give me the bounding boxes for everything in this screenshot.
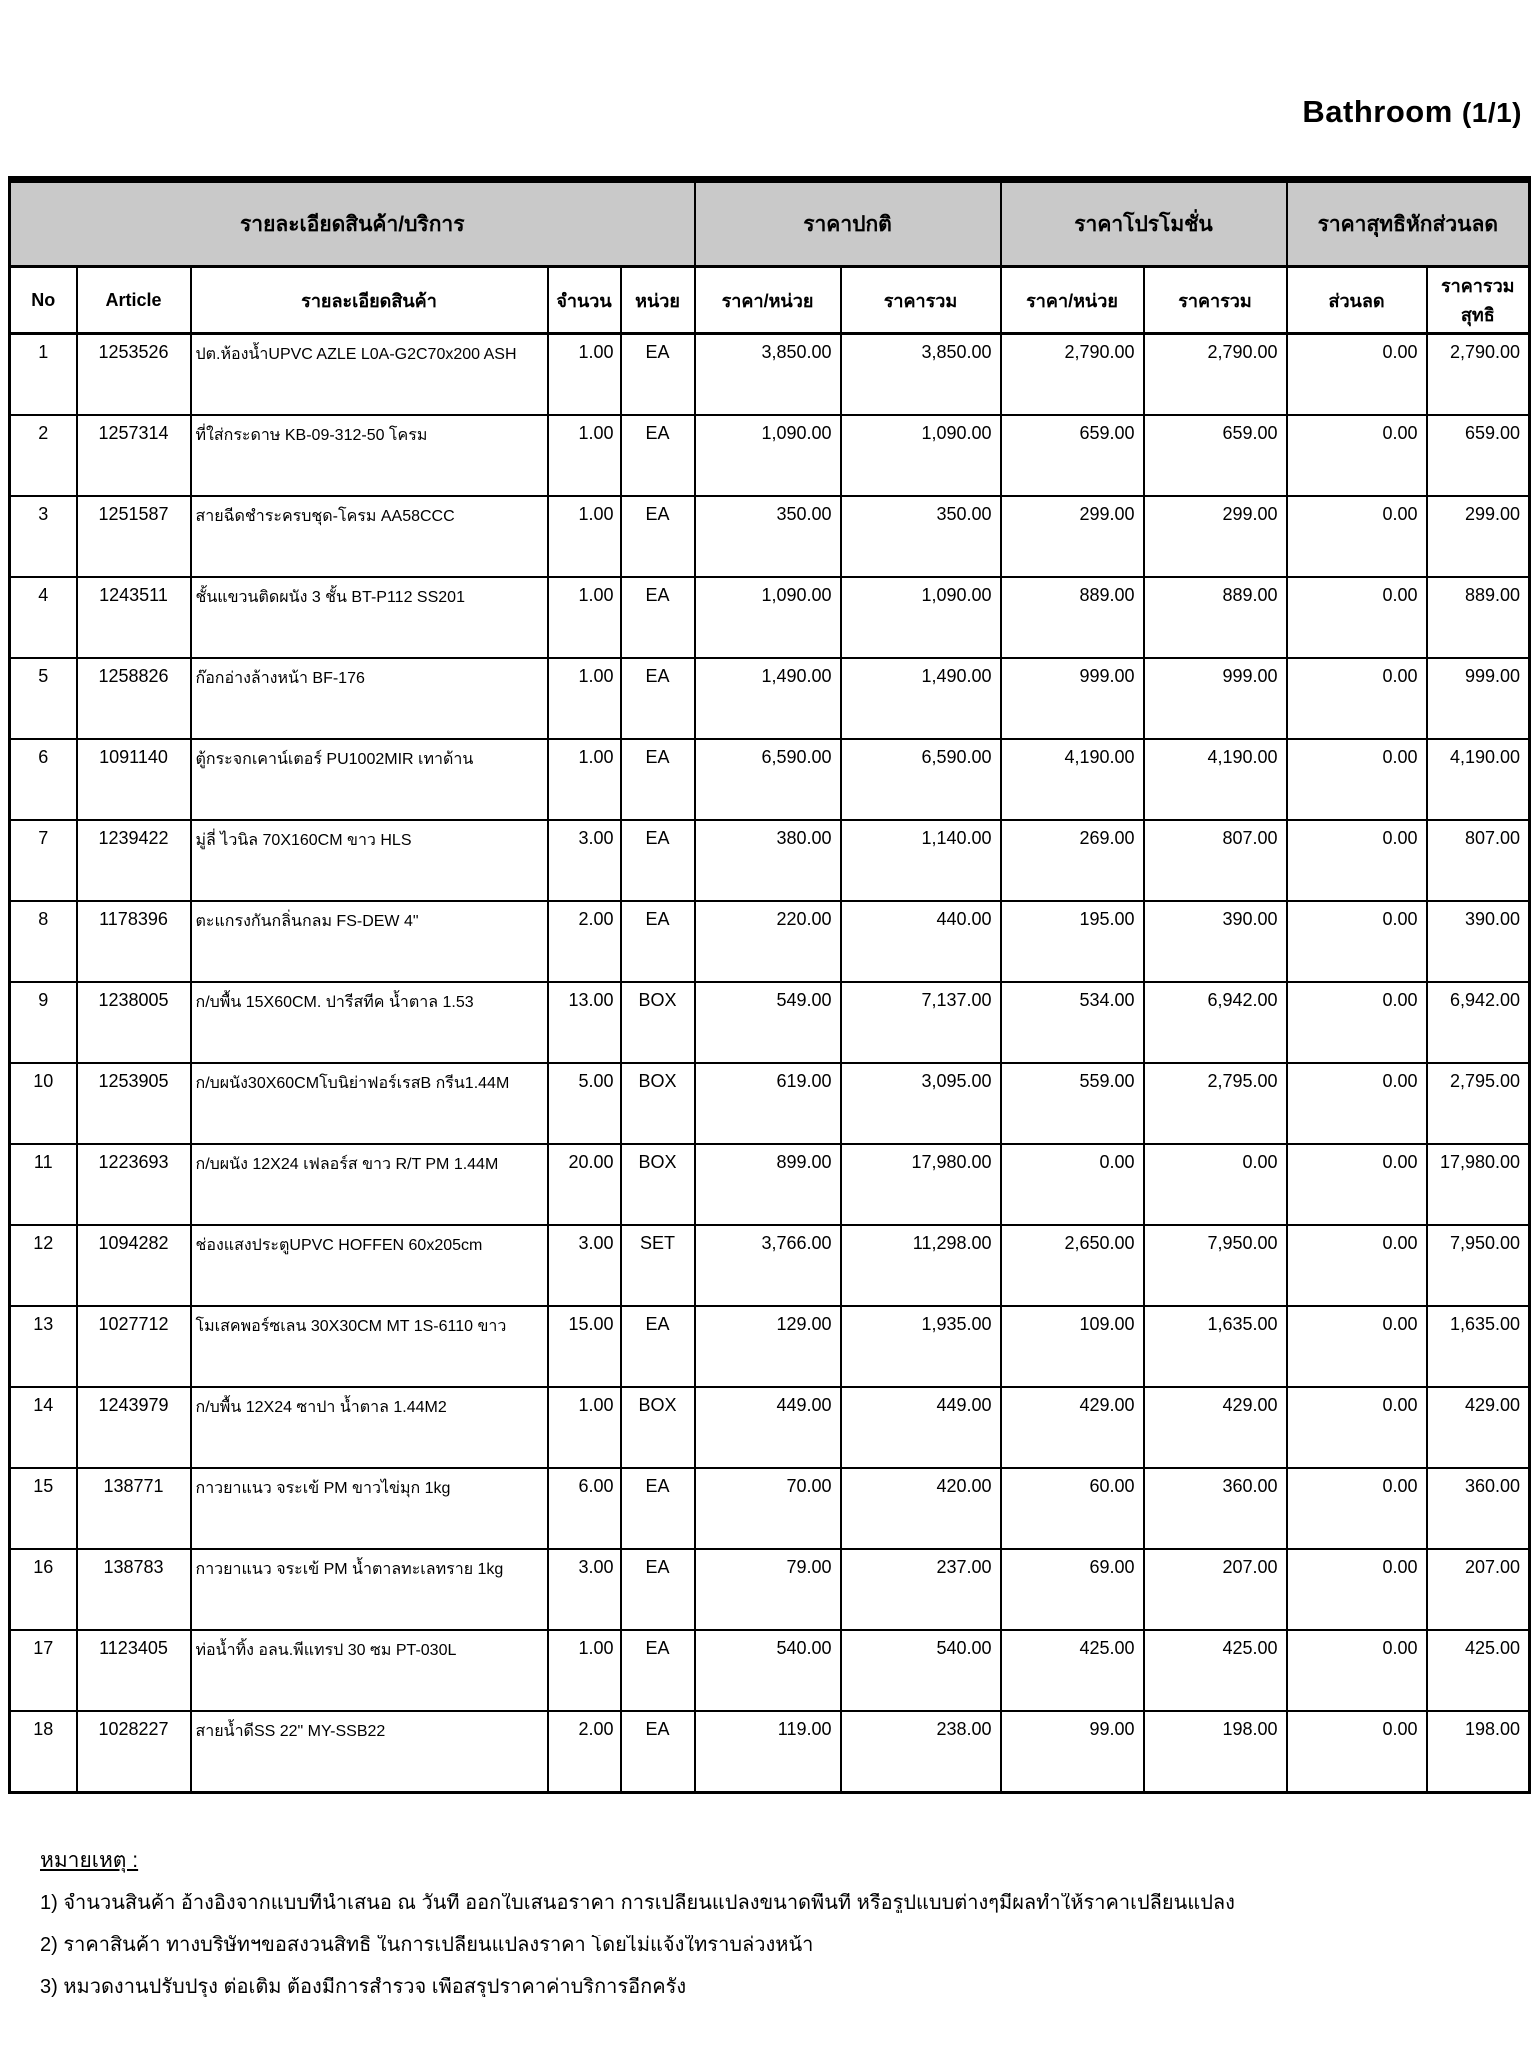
table-cell: ก๊อกอ่างล้างหน้า BF-176	[191, 658, 548, 739]
table-cell: 0.00	[1287, 901, 1427, 982]
table-cell: 299.00	[1427, 496, 1530, 577]
table-cell: 0.00	[1144, 1144, 1287, 1225]
table-cell: กาวยาแนว จระเข้ PM น้ำตาลทะเลทราย 1kg	[191, 1549, 548, 1630]
table-cell: 17	[10, 1630, 77, 1711]
table-cell: EA	[621, 1630, 695, 1711]
table-cell: 6	[10, 739, 77, 820]
table-cell: 70.00	[695, 1468, 841, 1549]
table-cell: 10	[10, 1063, 77, 1144]
table-cell: 425.00	[1144, 1630, 1287, 1711]
column-header-unit-price-normal: ราคา/หน่วย	[695, 267, 841, 334]
table-cell: 350.00	[695, 496, 841, 577]
table-cell: 0.00	[1287, 1387, 1427, 1468]
table-cell: 360.00	[1427, 1468, 1530, 1549]
table-cell: 999.00	[1427, 658, 1530, 739]
table-cell: 13.00	[548, 982, 621, 1063]
table-cell: 12	[10, 1225, 77, 1306]
table-cell: 0.00	[1287, 1630, 1427, 1711]
table-cell: 6,942.00	[1144, 982, 1287, 1063]
table-cell: 2.00	[548, 901, 621, 982]
table-cell: 3.00	[548, 820, 621, 901]
table-cell: 69.00	[1001, 1549, 1144, 1630]
table-cell: 534.00	[1001, 982, 1144, 1063]
column-header-no: No	[10, 267, 77, 334]
table-cell: 4,190.00	[1144, 739, 1287, 820]
table-cell: EA	[621, 820, 695, 901]
table-cell: 3.00	[548, 1225, 621, 1306]
table-cell: 2,790.00	[1427, 334, 1530, 416]
table-cell: 138783	[77, 1549, 191, 1630]
table-cell: ก/บผนัง 12X24 เฟลอร์ส ขาว R/T PM 1.44M	[191, 1144, 548, 1225]
table-cell: 0.00	[1287, 1063, 1427, 1144]
table-cell: 60.00	[1001, 1468, 1144, 1549]
table-cell: EA	[621, 1711, 695, 1793]
table-cell: 4,190.00	[1001, 739, 1144, 820]
table-cell: 0.00	[1287, 1225, 1427, 1306]
column-header-total-normal: ราคารวม	[841, 267, 1001, 334]
table-cell: 350.00	[841, 496, 1001, 577]
table-cell: ก/บพื้น 12X24 ซาปา น้ำตาล 1.44M2	[191, 1387, 548, 1468]
table-cell: 1,635.00	[1144, 1306, 1287, 1387]
table-cell: 16	[10, 1549, 77, 1630]
table-cell: ก/บผนัง30X60CMโบนิย่าฟอร์เรสB กรีน1.44M	[191, 1063, 548, 1144]
table-cell: 1028227	[77, 1711, 191, 1793]
table-cell: 18	[10, 1711, 77, 1793]
table-cell: 540.00	[841, 1630, 1001, 1711]
table-cell: 380.00	[695, 820, 841, 901]
table-cell: BOX	[621, 982, 695, 1063]
table-cell: 429.00	[1427, 1387, 1530, 1468]
table-cell: 1	[10, 334, 77, 416]
group-header-net-price: ราคาสุทธิหักส่วนลด	[1287, 180, 1530, 267]
table-cell: EA	[621, 415, 695, 496]
table-cell: 889.00	[1427, 577, 1530, 658]
table-cell: 1,490.00	[695, 658, 841, 739]
table-cell: 5	[10, 658, 77, 739]
table-cell: 429.00	[1144, 1387, 1287, 1468]
table-cell: ที่ใส่กระดาษ KB-09-312-50 โครม	[191, 415, 548, 496]
table-cell: ปต.ห้องน้ำUPVC AZLE L0A-G2C70x200 ASH	[191, 334, 548, 416]
table-cell: 1.00	[548, 334, 621, 416]
table-cell: 999.00	[1001, 658, 1144, 739]
table-cell: 269.00	[1001, 820, 1144, 901]
group-header-product-details: รายละเอียดสินค้า/บริการ	[10, 180, 695, 267]
page-title-text: Bathroom	[1302, 94, 1453, 129]
table-cell: 9	[10, 982, 77, 1063]
table-cell: 1258826	[77, 658, 191, 739]
page-indicator: (1/1)	[1461, 97, 1522, 128]
table-cell: 549.00	[695, 982, 841, 1063]
table-cell: 8	[10, 901, 77, 982]
table-cell: ตะแกรงกันกลิ่นกลม FS-DEW 4"	[191, 901, 548, 982]
table-cell: 13	[10, 1306, 77, 1387]
table-cell: 1.00	[548, 739, 621, 820]
table-cell: SET	[621, 1225, 695, 1306]
column-header-discount: ส่วนลด	[1287, 267, 1427, 334]
table-cell: 3,766.00	[695, 1225, 841, 1306]
table-cell: 3	[10, 496, 77, 577]
table-cell: 207.00	[1427, 1549, 1530, 1630]
group-header-promo-price: ราคาโปรโมชั่น	[1001, 180, 1287, 267]
table-row	[10, 1144, 1530, 1225]
table-cell: EA	[621, 577, 695, 658]
table-cell: 0.00	[1287, 577, 1427, 658]
table-cell: 109.00	[1001, 1306, 1144, 1387]
table-cell: 425.00	[1001, 1630, 1144, 1711]
table-cell: ชั้นแขวนติดผนัง 3 ชั้น BT-P112 SS201	[191, 577, 548, 658]
table-cell: 1,090.00	[841, 577, 1001, 658]
table-cell: 0.00	[1001, 1144, 1144, 1225]
table-cell: 0.00	[1287, 820, 1427, 901]
table-row	[10, 901, 1530, 982]
table-cell: ก/บพื้น 15X60CM. ปารีสทีค น้ำตาล 1.53	[191, 982, 548, 1063]
column-header-total-promo: ราคารวม	[1144, 267, 1287, 334]
table-cell: EA	[621, 739, 695, 820]
column-header-net-total: ราคารวมสุทธิ	[1427, 267, 1530, 334]
table-row	[10, 415, 1530, 496]
table-cell: 7,950.00	[1427, 1225, 1530, 1306]
table-cell: 17,980.00	[841, 1144, 1001, 1225]
table-cell: 4,190.00	[1427, 739, 1530, 820]
table-cell: 3.00	[548, 1549, 621, 1630]
table-cell: 1094282	[77, 1225, 191, 1306]
table-cell: 17,980.00	[1427, 1144, 1530, 1225]
table-cell: 15	[10, 1468, 77, 1549]
table-cell: 1,090.00	[695, 415, 841, 496]
table-cell: สายน้ำดีSS 22" MY-SSB22	[191, 1711, 548, 1793]
table-row	[10, 1063, 1530, 1144]
table-cell: 1,635.00	[1427, 1306, 1530, 1387]
table-cell: 999.00	[1144, 658, 1287, 739]
table-cell: 2,790.00	[1144, 334, 1287, 416]
table-cell: EA	[621, 1468, 695, 1549]
table-cell: มู่ลี่ ไวนิล 70X160CM ขาว HLS	[191, 820, 548, 901]
table-cell: 237.00	[841, 1549, 1001, 1630]
table-cell: 299.00	[1001, 496, 1144, 577]
table-cell: 0.00	[1287, 982, 1427, 1063]
table-cell: 138771	[77, 1468, 191, 1549]
table-body	[10, 334, 1530, 1793]
table-cell: 619.00	[695, 1063, 841, 1144]
table-cell: 220.00	[695, 901, 841, 982]
table-cell: 659.00	[1144, 415, 1287, 496]
table-cell: 7,137.00	[841, 982, 1001, 1063]
table-row	[10, 1387, 1530, 1468]
table-cell: BOX	[621, 1144, 695, 1225]
table-cell: โมเสคพอร์ซเลน 30X30CM MT 1S-6110 ขาว	[191, 1306, 548, 1387]
table-cell: 15.00	[548, 1306, 621, 1387]
table-cell: 0.00	[1287, 1144, 1427, 1225]
column-header-row	[10, 267, 1530, 334]
table-cell: 0.00	[1287, 1306, 1427, 1387]
table-cell: 0.00	[1287, 1468, 1427, 1549]
table-cell: 238.00	[841, 1711, 1001, 1793]
table-cell: 6,942.00	[1427, 982, 1530, 1063]
table-cell: EA	[621, 658, 695, 739]
table-cell: 4	[10, 577, 77, 658]
table-row	[10, 577, 1530, 658]
page-title	[1302, 94, 1522, 130]
table-cell: 1257314	[77, 415, 191, 496]
table-cell: 390.00	[1427, 901, 1530, 982]
table-cell: 0.00	[1287, 415, 1427, 496]
table-cell: ตู้กระจกเคาน์เตอร์ PU1002MIR เทาด้าน	[191, 739, 548, 820]
table-cell: 659.00	[1427, 415, 1530, 496]
table-cell: 0.00	[1287, 496, 1427, 577]
table-cell: 79.00	[695, 1549, 841, 1630]
table-cell: 0.00	[1287, 1549, 1427, 1630]
table-cell: EA	[621, 901, 695, 982]
table-cell: 440.00	[841, 901, 1001, 982]
table-cell: 11	[10, 1144, 77, 1225]
table-cell: 1,140.00	[841, 820, 1001, 901]
table-cell: 7,950.00	[1144, 1225, 1287, 1306]
table-cell: 198.00	[1144, 1711, 1287, 1793]
column-header-article: Article	[77, 267, 191, 334]
table-cell: 129.00	[695, 1306, 841, 1387]
column-header-quantity: จำนวน	[548, 267, 621, 334]
table-cell: กาวยาแนว จระเข้ PM ขาวไข่มุก 1kg	[191, 1468, 548, 1549]
note-line: 3) หมวดงานปรับปรุง ต่อเติม ต้องมีการสำรวจ เพื่อสรุปราคาค่าบริการอีกครั้ง	[40, 1977, 687, 1997]
table-cell: 807.00	[1144, 820, 1287, 901]
table-cell: 1.00	[548, 658, 621, 739]
table-cell: 0.00	[1287, 334, 1427, 416]
table-cell: 1,090.00	[841, 415, 1001, 496]
table-cell: EA	[621, 334, 695, 416]
table-cell: BOX	[621, 1063, 695, 1144]
table-cell: 449.00	[695, 1387, 841, 1468]
table-cell: 807.00	[1427, 820, 1530, 901]
table-cell: 3,850.00	[841, 334, 1001, 416]
table-cell: EA	[621, 496, 695, 577]
table-row	[10, 1630, 1530, 1711]
table-cell: 1.00	[548, 1630, 621, 1711]
table-cell: 1,090.00	[695, 577, 841, 658]
table-row	[10, 334, 1530, 416]
table-cell: 429.00	[1001, 1387, 1144, 1468]
note-line: 1) จำนวนสินค้า อ้างอิงจากแบบที่นำเสนอ ณ วันที่ ออกใบเสนอราคา การเปลี่ยนแปลงขนาดพื้นที่ หรือรูปแบบต่างๆมีผลทำให้ราคาเปลี่ยนแปลง	[40, 1893, 1235, 1913]
table-cell: 1239422	[77, 820, 191, 901]
table-cell: 1253905	[77, 1063, 191, 1144]
table-row	[10, 1711, 1530, 1793]
table-cell: 899.00	[695, 1144, 841, 1225]
table-cell: 119.00	[695, 1711, 841, 1793]
table-cell: 1091140	[77, 739, 191, 820]
table-cell: สายฉีดชำระครบชุด-โครม AA58CCC	[191, 496, 548, 577]
table-cell: 1.00	[548, 496, 621, 577]
column-header-unit-price-promo: ราคา/หน่วย	[1001, 267, 1144, 334]
table-cell: 390.00	[1144, 901, 1287, 982]
table-row	[10, 496, 1530, 577]
table-cell: 6.00	[548, 1468, 621, 1549]
table-cell: 299.00	[1144, 496, 1287, 577]
table-cell: 425.00	[1427, 1630, 1530, 1711]
table-cell: 559.00	[1001, 1063, 1144, 1144]
group-header-normal-price: ราคาปกติ	[695, 180, 1001, 267]
table-row	[10, 739, 1530, 820]
table-cell: BOX	[621, 1387, 695, 1468]
notes-section	[40, 1850, 1500, 2019]
table-cell: 1238005	[77, 982, 191, 1063]
note-line: 2) ราคาสินค้า ทางบริษัทฯขอสงวนสิทธิ์ ในการเปลี่ยนแปลงราคา โดยไม่แจ้งใทราบล่วงหน้า	[40, 1935, 814, 1955]
table-cell: 1.00	[548, 415, 621, 496]
table-cell: 3,095.00	[841, 1063, 1001, 1144]
table-cell: 1123405	[77, 1630, 191, 1711]
table-cell: 5.00	[548, 1063, 621, 1144]
table-cell: 2,790.00	[1001, 334, 1144, 416]
table-cell: 0.00	[1287, 739, 1427, 820]
table-cell: 6,590.00	[695, 739, 841, 820]
table-cell: 2	[10, 415, 77, 496]
quotation-table	[8, 176, 1531, 1794]
table-cell: 1.00	[548, 1387, 621, 1468]
table-cell: 6,590.00	[841, 739, 1001, 820]
table-cell: 449.00	[841, 1387, 1001, 1468]
table-cell: 1.00	[548, 577, 621, 658]
table-cell: 360.00	[1144, 1468, 1287, 1549]
table-cell: 1178396	[77, 901, 191, 982]
table-cell: 1243979	[77, 1387, 191, 1468]
table-cell: 2,795.00	[1144, 1063, 1287, 1144]
table-row	[10, 1468, 1530, 1549]
group-header-row	[10, 180, 1530, 267]
table-cell: 659.00	[1001, 415, 1144, 496]
table-cell: 889.00	[1001, 577, 1144, 658]
table-cell: 207.00	[1144, 1549, 1287, 1630]
table-cell: ช่องแสงประตูUPVC HOFFEN 60x205cm	[191, 1225, 548, 1306]
table-cell: 1253526	[77, 334, 191, 416]
table-cell: 1027712	[77, 1306, 191, 1387]
table-cell: 198.00	[1427, 1711, 1530, 1793]
column-header-unit: หน่วย	[621, 267, 695, 334]
notes-heading: หมายเหตุ :	[40, 1849, 139, 1872]
table-row	[10, 1225, 1530, 1306]
table-cell: 1,490.00	[841, 658, 1001, 739]
table-cell: 2.00	[548, 1711, 621, 1793]
table-cell: 540.00	[695, 1630, 841, 1711]
table-row	[10, 658, 1530, 739]
table-cell: 2,795.00	[1427, 1063, 1530, 1144]
table-cell: EA	[621, 1306, 695, 1387]
table-cell: 11,298.00	[841, 1225, 1001, 1306]
table-cell: 420.00	[841, 1468, 1001, 1549]
table-cell: 7	[10, 820, 77, 901]
table-row	[10, 820, 1530, 901]
column-header-description: รายละเอียดสินค้า	[191, 267, 548, 334]
table-cell: 20.00	[548, 1144, 621, 1225]
table-cell: 1,935.00	[841, 1306, 1001, 1387]
table-cell: 2,650.00	[1001, 1225, 1144, 1306]
table-cell: 195.00	[1001, 901, 1144, 982]
table-cell: 14	[10, 1387, 77, 1468]
table-cell: 1251587	[77, 496, 191, 577]
table-cell: 1243511	[77, 577, 191, 658]
table-cell: 1223693	[77, 1144, 191, 1225]
table-cell: 3,850.00	[695, 334, 841, 416]
table-row	[10, 982, 1530, 1063]
table-cell: ท่อน้ำทิ้ง อลน.พีแทรป 30 ซม PT-030L	[191, 1630, 548, 1711]
table-cell: EA	[621, 1549, 695, 1630]
table-cell: 0.00	[1287, 658, 1427, 739]
table-row	[10, 1549, 1530, 1630]
table-cell: 0.00	[1287, 1711, 1427, 1793]
table-row	[10, 1306, 1530, 1387]
table-cell: 889.00	[1144, 577, 1287, 658]
table-cell: 99.00	[1001, 1711, 1144, 1793]
